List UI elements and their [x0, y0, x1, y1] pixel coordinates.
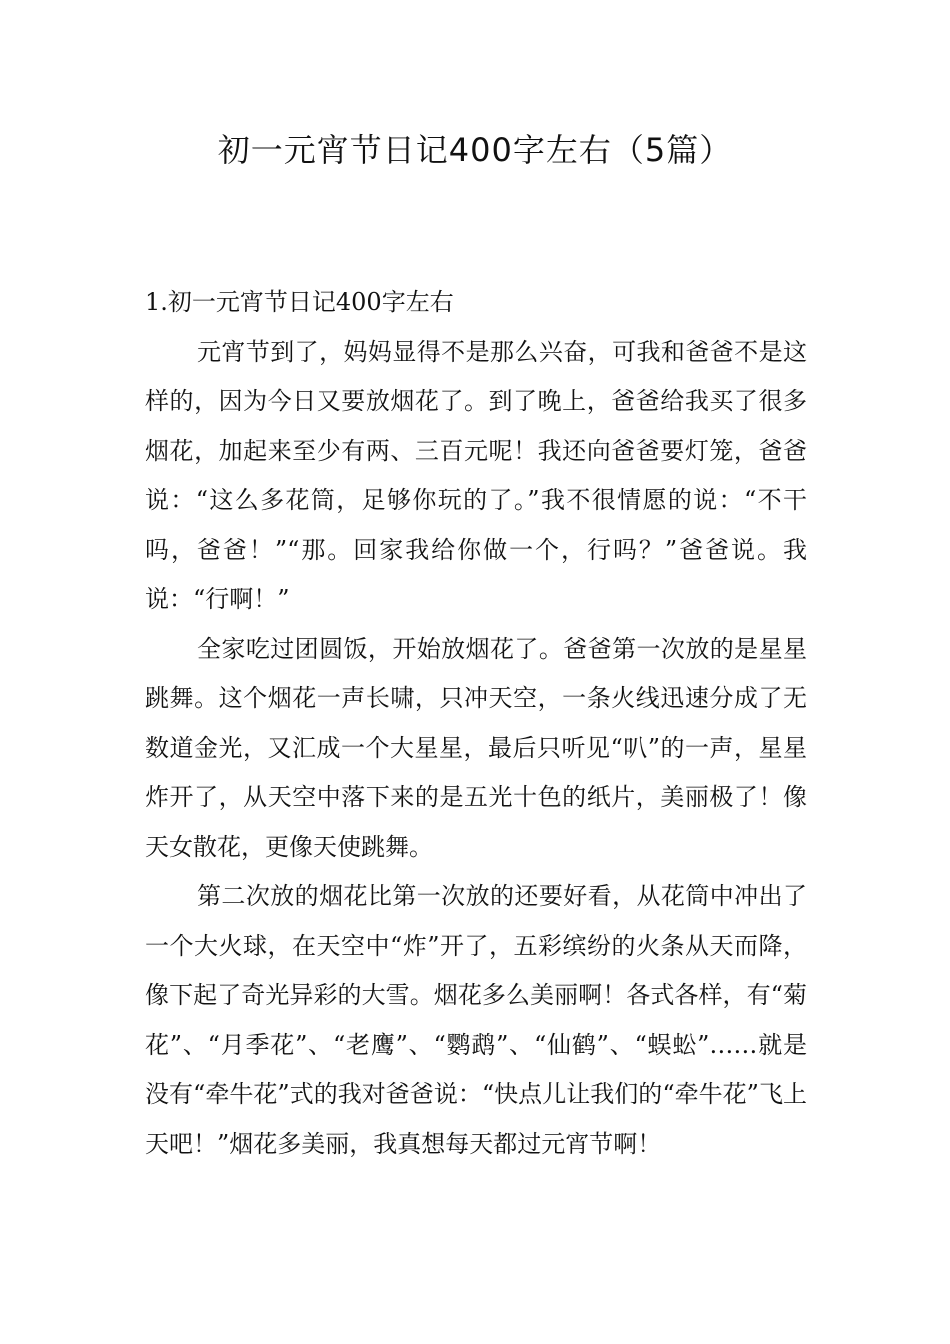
section-heading: 1.初一元宵节日记400字左右	[145, 288, 454, 316]
paragraph-1: 元宵节到了，妈妈显得不是那么兴奋，可我和爸爸不是这样的，因为今日又要放烟花了。到了晚上，爸爸给我买了很多烟花，加起来至少有两、三百元呢！我还向爸爸要灯笼，爸爸说：“这么多花筒，足够你玩的了。”我不很情愿的说：“不干吗，爸爸！”“那。回家我给你做一个，行吗？”爸爸说。我说：“行啊！”	[145, 337, 807, 613]
paragraph-2: 全家吃过团圆饭，开始放烟花了。爸爸第一次放的是星星跳舞。这个烟花一声长啸，只冲天空，一条火线迅速分成了无数道金光，又汇成一个大星星，最后只听见“叭”的一声，星星炸开了，从天空中落下来的是五光十色的纸片，美丽极了！像天女散花，更像天使跳舞。	[145, 634, 807, 861]
paragraph-3: 第二次放的烟花比第一次放的还要好看，从花筒中冲出了一个大火球，在天空中“炸”开了，五彩缤纷的火条从天而降，像下起了奇光异彩的大雪。烟花多么美丽啊！各式各样，有“菊花”、“月季花”、“老鹰”、“鹦鹉”、“仙鹤”、“蜈蚣”……就是没有“牵牛花”式的我对爸爸说：“快点儿让我们的“牵牛花”飞上天吧！”烟花多美丽，我真想每天都过元宵节啊！	[145, 882, 807, 1158]
document-title: 初一元宵节日记400字左右（5篇）	[217, 131, 733, 169]
document-body	[145, 278, 807, 1169]
